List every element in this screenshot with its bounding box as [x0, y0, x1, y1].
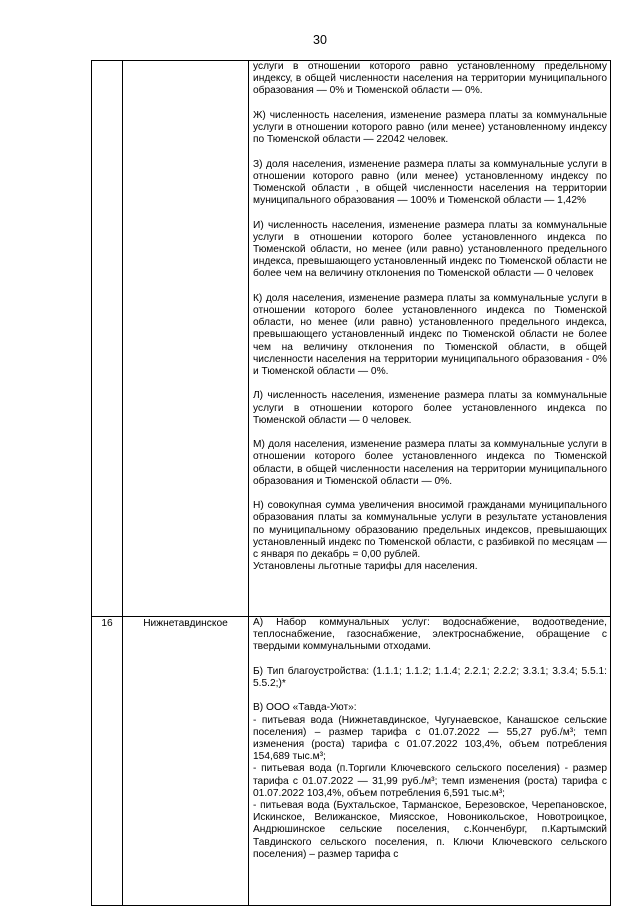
- paragraph-a: А) Набор коммунальных услуг: водоснабжение, водоотведение, теплоснабжение, газоснабжение, электроснабжение, обращение с твердыми коммунальными отходами.: [253, 617, 607, 653]
- paragraph-n: Н) совокупная сумма увеличения вносимой гражданами муниципального образования платы за коммунальные услуги в результате установления по муниципальному образованию предельных индексов, превышающих установленный индекс по Тюменской области, с разбивкой по месяцам — с января по декабрь = 0,00 рублей.: [253, 500, 607, 561]
- paragraph-zh: Ж) численность населения, изменение размера платы за коммунальные услуги в отношении которого равно (или менее) установленному индексу по Тюменской области — 22042 человек.: [253, 109, 607, 146]
- description-cell: [249, 617, 611, 906]
- paragraph-k: К) доля населения, изменение размера платы за коммунальные услуги в отношении которого более установленного индекса по Тюменской области, но менее (или равно) установленного предельного индекса, превышающего установленный индекс по Тюменской области не более чем на величину отклонения по Тюменской области, в общей численности населения на территории муниципального образования - 0% и Тюменской области — 0%.: [253, 292, 607, 378]
- description-cell: [249, 61, 611, 617]
- table-row-continued: [92, 61, 611, 617]
- paragraph-m: М) доля населения, изменение размера платы за коммунальные услуги в отношении которого более установленного индекса по Тюменской области, в общей численности населения на территории муниципального образования и Тюменской области — 0%.: [253, 439, 607, 487]
- row-number: 16: [101, 618, 113, 629]
- row-number-cell: [92, 617, 123, 906]
- municipality-name: Нижнетавдинское: [143, 618, 228, 629]
- paragraph-water-3: - питьевая вода (Бухтальское, Тарманское, Березовское, Черепановское, Искинское, Велижанское, Миясское, Новоникольское, Новотроицкое, Андрюшинское сельские поселения, с.Конченбург, п.Картымский Тавдинского сельского поселения, п. Ключи Ключевского сельского поселения) – размер тарифа с: [253, 800, 607, 860]
- municipality-cell: [123, 617, 249, 906]
- paragraph-continued-e: услуги в отношении которого равно установленному предельному индексу, в общей численности населения на территории муниципального образования — 0% и Тюменской области — 0%.: [253, 61, 607, 97]
- paragraph-i: И) численность населения, изменение размера платы за коммунальные услуги в отношении которого более установленного индекса по Тюменской области, но менее (или равно) установленного предельного индекса, превышающего установленный индекс по Тюменской области не более чем на величину отклонения по Тюменской области — 0 человек: [253, 219, 607, 280]
- paragraph-water-2: - питьевая вода (п.Торгили Ключевского сельского поселения) - размер тарифа с 01.07.2022 — 31,99 руб./м³; темп изменения (роста) тарифа с 01.07.2022 103,4%, объем потребления 6,591 тыс.м³;: [253, 763, 607, 799]
- table-row-16: [92, 617, 611, 906]
- paragraph-water-1: - питьевая вода (Нижнетавдинское, Чугунаевское, Канашское сельские поселения) – размер тарифа с 01.07.2022 — 55,27 руб./м³; темп изменения (роста) тарифа с 01.07.2022 103,4%, объем потребления 154,689 тыс.м³;: [253, 714, 607, 763]
- paragraph-b: Б) Тип благоустройства: (1.1.1; 1.1.2; 1.1.4; 2.2.1; 2.2.2; 3.3.1; 3.3.4; 5.5.1: 5.5.2;)*: [253, 665, 607, 689]
- paragraph-preferential-tariffs: Установлены льготные тарифы для населения.: [253, 561, 478, 573]
- row-number-cell-empty: [92, 61, 123, 617]
- tariff-table: [91, 60, 611, 906]
- paragraph-v: В) ООО «Тавда-Уют»:: [253, 702, 357, 714]
- municipality-cell-empty: [123, 61, 249, 617]
- paragraph-l: Л) численность населения, изменение размера платы за коммунальные услуги в отношении которого более установленного индекса по Тюменской области — 0 человек.: [253, 390, 607, 426]
- paragraph-z: З) доля населения, изменение размера платы за коммунальные услуги в отношении которого равно (или менее) установленному индексу по Тюменской области , в общей численности населения на территории муниципального образования — 100% и Тюменской области — 1,42%: [253, 158, 607, 207]
- page-number: 30: [313, 33, 327, 47]
